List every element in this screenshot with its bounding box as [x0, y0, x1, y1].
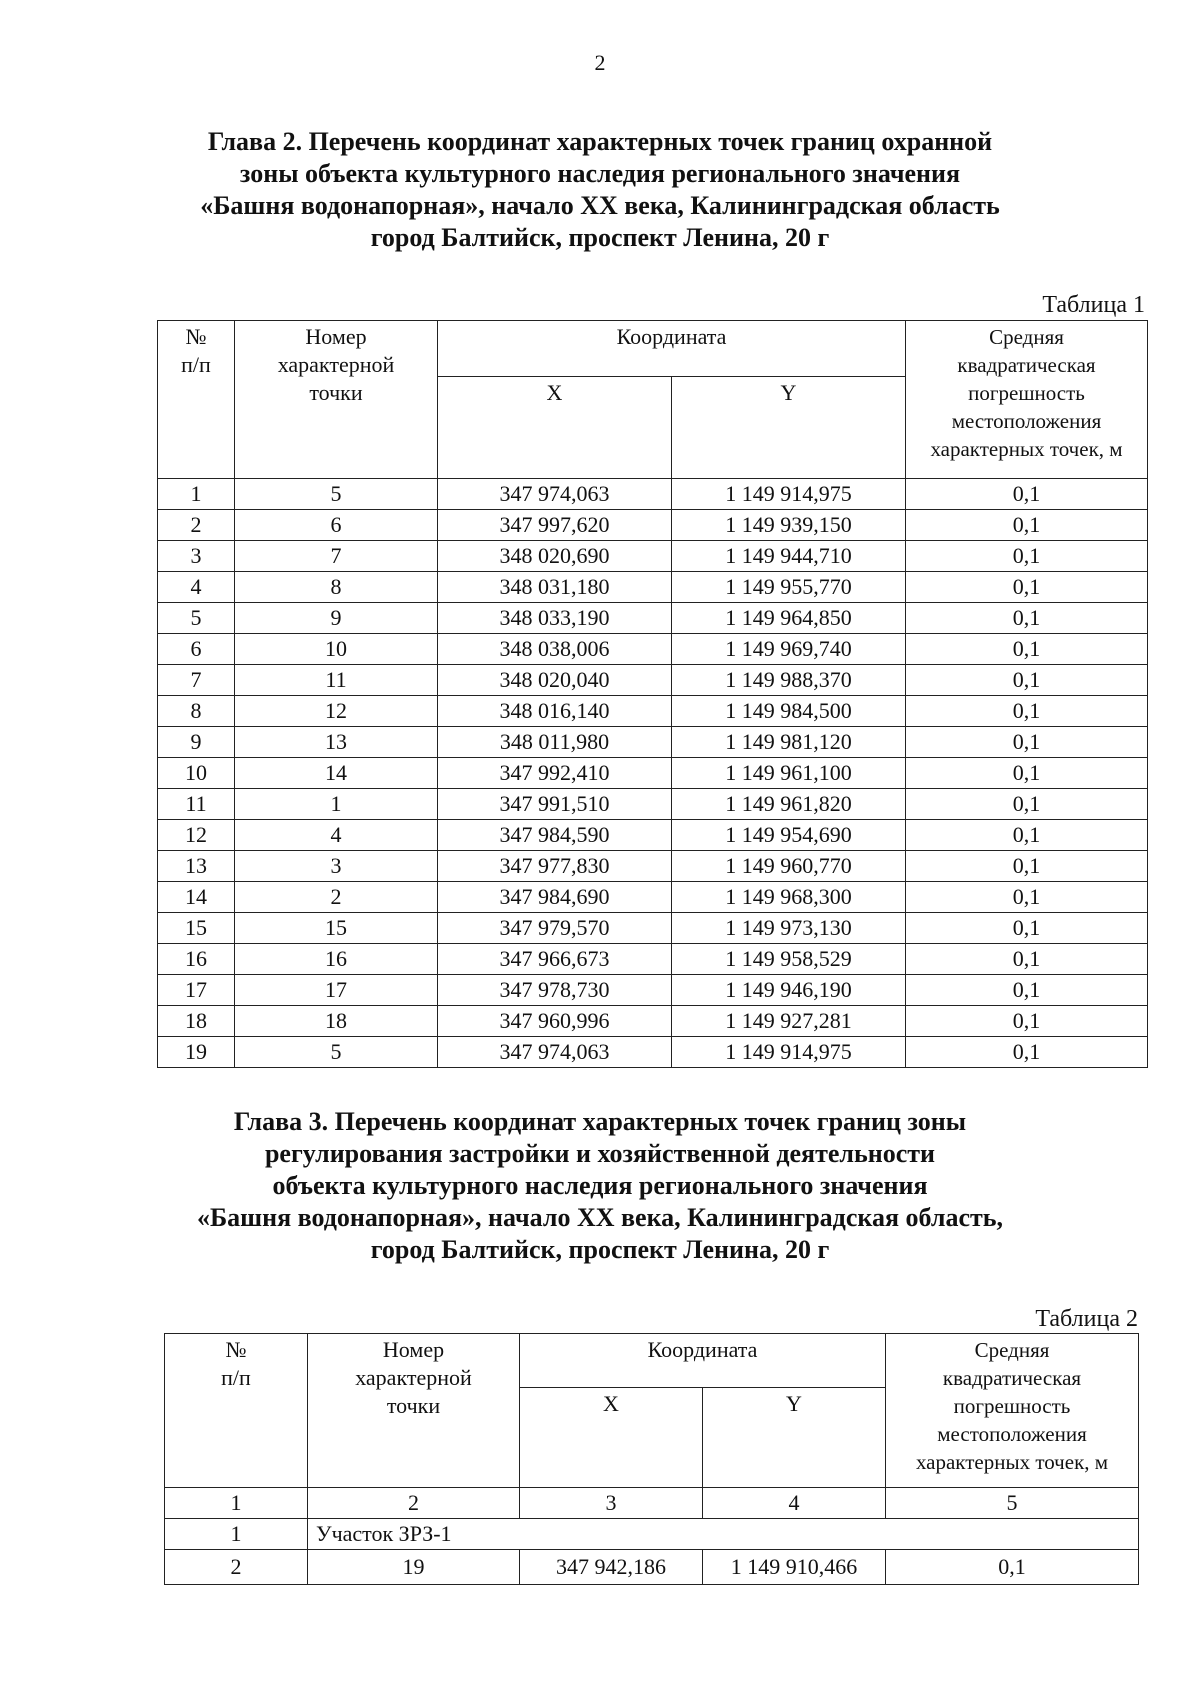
column-number-row — [165, 1488, 1139, 1519]
cell-point: 8 — [235, 572, 438, 603]
cell-num: 16 — [158, 944, 235, 975]
header-error-line: квадратическая — [957, 353, 1096, 377]
cell-error: 0,1 — [906, 913, 1148, 944]
cell-num: 2 — [165, 1550, 308, 1585]
cell-error: 0,1 — [906, 820, 1148, 851]
cell-error: 0,1 — [906, 1006, 1148, 1037]
cell-point: 19 — [308, 1550, 520, 1585]
cell-num: 13 — [158, 851, 235, 882]
cell-num: 11 — [158, 789, 235, 820]
cell-x: 347 974,063 — [438, 479, 672, 510]
cell-point: 15 — [235, 913, 438, 944]
cell-x: 348 020,690 — [438, 541, 672, 572]
cell-x: 347 984,590 — [438, 820, 672, 851]
cell-error: 0,1 — [886, 1550, 1139, 1585]
chapter-3-title-line: Глава 3. Перечень координат характерных точек границ зоны — [233, 1107, 967, 1136]
table-row — [158, 820, 1148, 851]
chapter-2-title-line: город Балтийск, проспект Ленина, 20 г — [370, 223, 830, 252]
cell-num: 14 — [158, 882, 235, 913]
table-row — [158, 479, 1148, 510]
cell-num: 5 — [158, 603, 235, 634]
cell-y: 1 149 981,120 — [672, 727, 906, 758]
cell-y: 1 149 958,529 — [672, 944, 906, 975]
chapter-2-title-line: Глава 2. Перечень координат характерных точек границ охранной — [207, 127, 993, 156]
cell-x: 347 979,570 — [438, 913, 672, 944]
cell-y: 1 149 988,370 — [672, 665, 906, 696]
cell-error: 0,1 — [906, 944, 1148, 975]
chapter-3-title — [150, 1106, 1050, 1266]
header-error-line: Средняя — [989, 325, 1064, 349]
header-y: Y — [672, 377, 906, 479]
cell-y: 1 149 910,466 — [703, 1550, 886, 1585]
cell-point: 5 — [235, 1037, 438, 1068]
header-point-line: характерной — [277, 352, 395, 377]
cell-y: 1 149 964,850 — [672, 603, 906, 634]
cell-error: 0,1 — [906, 665, 1148, 696]
cell-num: 7 — [158, 665, 235, 696]
cell-error: 0,1 — [906, 696, 1148, 727]
header-coordinate: Координата — [520, 1334, 886, 1388]
cell-error: 0,1 — [906, 789, 1148, 820]
cell-point: 7 — [235, 541, 438, 572]
cell-y: 1 149 946,190 — [672, 975, 906, 1006]
cell-x: 347 984,690 — [438, 882, 672, 913]
column-number: 3 — [520, 1488, 703, 1519]
table-row — [158, 789, 1148, 820]
table-row — [158, 665, 1148, 696]
chapter-2-title — [150, 126, 1050, 254]
cell-point: 4 — [235, 820, 438, 851]
page-number: 2 — [594, 50, 606, 75]
cell-error: 0,1 — [906, 479, 1148, 510]
table-row — [158, 882, 1148, 913]
header-num — [165, 1334, 308, 1488]
cell-error: 0,1 — [906, 541, 1148, 572]
header-num-line: № — [185, 324, 207, 349]
table-row — [158, 696, 1148, 727]
cell-num: 9 — [158, 727, 235, 758]
cell-error: 0,1 — [906, 510, 1148, 541]
cell-y: 1 149 939,150 — [672, 510, 906, 541]
table-row — [158, 1006, 1148, 1037]
cell-y: 1 149 944,710 — [672, 541, 906, 572]
cell-x: 348 038,006 — [438, 634, 672, 665]
cell-y: 1 149 914,975 — [672, 479, 906, 510]
cell-num: 12 — [158, 820, 235, 851]
cell-y: 1 149 914,975 — [672, 1037, 906, 1068]
cell-x: 347 992,410 — [438, 758, 672, 789]
header-point-number — [308, 1334, 520, 1488]
table-row — [158, 975, 1148, 1006]
cell-y: 1 149 968,300 — [672, 882, 906, 913]
chapter-3-title-line: регулирования застройки и хозяйственной деятельности — [264, 1139, 936, 1168]
cell-error: 0,1 — [906, 572, 1148, 603]
cell-point: 2 — [235, 882, 438, 913]
header-y: Y — [703, 1388, 886, 1488]
cell-error: 0,1 — [906, 1037, 1148, 1068]
cell-x: 347 978,730 — [438, 975, 672, 1006]
cell-point: 18 — [235, 1006, 438, 1037]
cell-point: 16 — [235, 944, 438, 975]
cell-num: 17 — [158, 975, 235, 1006]
table-1-body — [158, 479, 1148, 1068]
header-coordinate: Координата — [438, 321, 906, 377]
cell-num: 15 — [158, 913, 235, 944]
table-row — [158, 944, 1148, 975]
cell-point: 17 — [235, 975, 438, 1006]
cell-point: 1 — [235, 789, 438, 820]
header-point-line: характерной — [355, 1365, 472, 1390]
cell-y: 1 149 960,770 — [672, 851, 906, 882]
column-number: 4 — [703, 1488, 886, 1519]
cell-num: 8 — [158, 696, 235, 727]
cell-num: 4 — [158, 572, 235, 603]
table-row — [158, 851, 1148, 882]
cell-point: 10 — [235, 634, 438, 665]
header-num-line: п/п — [221, 1365, 251, 1390]
header-point-line: точки — [309, 380, 363, 405]
cell-y: 1 149 969,740 — [672, 634, 906, 665]
header-error-line: характерных точек, м — [930, 437, 1123, 461]
table-row — [158, 572, 1148, 603]
cell-y: 1 149 961,100 — [672, 758, 906, 789]
header-error — [906, 321, 1148, 479]
table-row — [158, 603, 1148, 634]
chapter-3-title-line: «Башня водонапорная», начало XX века, Калининградская область, — [196, 1203, 1004, 1232]
header-point-line: Номер — [382, 1337, 445, 1362]
table-row — [158, 634, 1148, 665]
cell-point: 14 — [235, 758, 438, 789]
table-1-coordinates — [157, 320, 1148, 1068]
cell-num: 3 — [158, 541, 235, 572]
table-row — [158, 510, 1148, 541]
cell-x: 348 033,190 — [438, 603, 672, 634]
cell-point: 5 — [235, 479, 438, 510]
header-error-line: характерных точек, м — [915, 1450, 1109, 1474]
cell-num: 10 — [158, 758, 235, 789]
table-row — [158, 541, 1148, 572]
cell-x: 347 942,186 — [520, 1550, 703, 1585]
cell-x: 347 977,830 — [438, 851, 672, 882]
table-row — [165, 1550, 1139, 1585]
cell-x: 347 997,620 — [438, 510, 672, 541]
cell-point: 6 — [235, 510, 438, 541]
cell-num: 18 — [158, 1006, 235, 1037]
cell-num: 6 — [158, 634, 235, 665]
header-error-line: местоположения — [951, 409, 1102, 433]
cell-y: 1 149 955,770 — [672, 572, 906, 603]
header-error-line: Средняя — [974, 1338, 1050, 1362]
table-row — [158, 1037, 1148, 1068]
table-2-caption: Таблица 2 — [1035, 1306, 1138, 1332]
cell-num: 19 — [158, 1037, 235, 1068]
header-num-line: № — [225, 1337, 247, 1362]
header-x: X — [438, 377, 672, 479]
cell-y: 1 149 984,500 — [672, 696, 906, 727]
table-row — [158, 758, 1148, 789]
cell-point: 9 — [235, 603, 438, 634]
header-error-line: местоположения — [937, 1422, 1087, 1446]
cell-x: 347 966,673 — [438, 944, 672, 975]
header-error-line: погрешность — [968, 381, 1085, 405]
cell-y: 1 149 927,281 — [672, 1006, 906, 1037]
cell-error: 0,1 — [906, 603, 1148, 634]
header-x: X — [520, 1388, 703, 1488]
cell-y: 1 149 973,130 — [672, 913, 906, 944]
column-number: 1 — [165, 1488, 308, 1519]
cell-error: 0,1 — [906, 851, 1148, 882]
chapter-2-title-line: «Башня водонапорная», начало XX века, Калининградская область — [200, 191, 1000, 220]
cell-x: 347 991,510 — [438, 789, 672, 820]
cell-error: 0,1 — [906, 634, 1148, 665]
section-row — [165, 1519, 1139, 1550]
header-error — [886, 1334, 1139, 1488]
header-point-line: точки — [386, 1393, 441, 1418]
cell-point: 12 — [235, 696, 438, 727]
column-number: 2 — [308, 1488, 520, 1519]
cell-x: 347 960,996 — [438, 1006, 672, 1037]
cell-y: 1 149 961,820 — [672, 789, 906, 820]
cell-x: 348 016,140 — [438, 696, 672, 727]
cell-x: 348 020,040 — [438, 665, 672, 696]
cell-point: 13 — [235, 727, 438, 758]
cell-y: 1 149 954,690 — [672, 820, 906, 851]
table-row — [158, 913, 1148, 944]
header-error-line: погрешность — [953, 1394, 1071, 1418]
cell-x: 348 031,180 — [438, 572, 672, 603]
cell-num: 2 — [158, 510, 235, 541]
cell-error: 0,1 — [906, 758, 1148, 789]
header-point-line: Номер — [305, 324, 367, 349]
chapter-3-title-line: город Балтийск, проспект Ленина, 20 г — [370, 1235, 830, 1264]
header-num — [158, 321, 235, 479]
header-error-line: квадратическая — [942, 1366, 1082, 1390]
cell-num: 1 — [158, 479, 235, 510]
cell-error: 0,1 — [906, 882, 1148, 913]
header-num-line: п/п — [181, 352, 211, 377]
cell-error: 0,1 — [906, 975, 1148, 1006]
cell-x: 347 974,063 — [438, 1037, 672, 1068]
table-2-coordinates — [164, 1333, 1139, 1585]
table-row — [158, 727, 1148, 758]
cell-x: 348 011,980 — [438, 727, 672, 758]
cell-point: 3 — [235, 851, 438, 882]
section-label: Участок ЗРЗ-1 — [308, 1519, 1139, 1550]
column-number: 5 — [886, 1488, 1139, 1519]
cell-error: 0,1 — [906, 727, 1148, 758]
section-num: 1 — [165, 1519, 308, 1550]
header-point-number — [235, 321, 438, 479]
chapter-3-title-line: объекта культурного наследия регионального значения — [272, 1171, 928, 1200]
cell-point: 11 — [235, 665, 438, 696]
table-1-caption: Таблица 1 — [1042, 292, 1145, 318]
chapter-2-title-line: зоны объекта культурного наследия регионального значения — [239, 159, 961, 188]
